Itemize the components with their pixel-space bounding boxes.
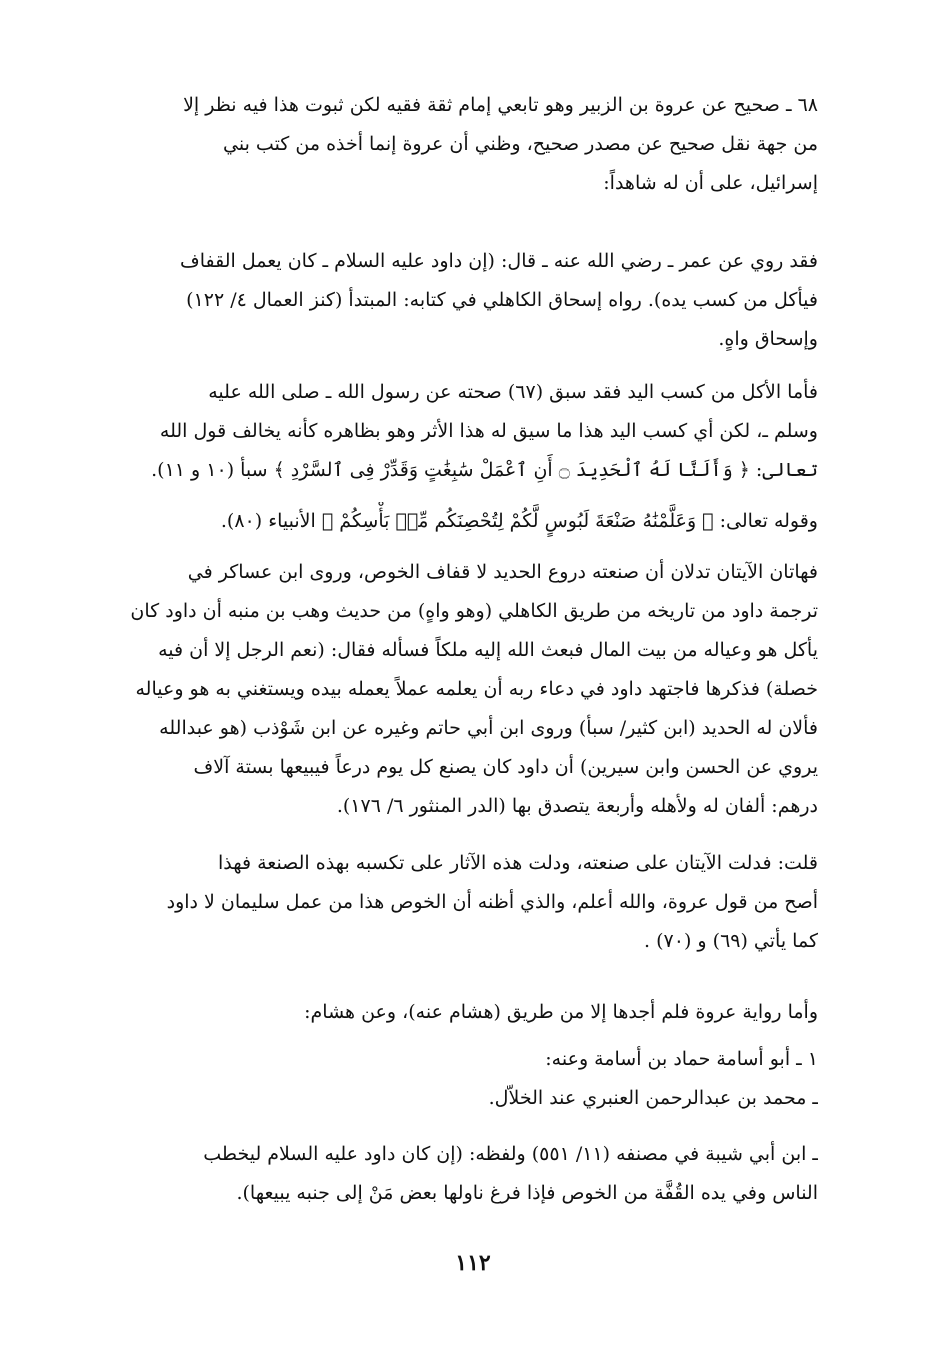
paragraph-umar-narration — [128, 242, 818, 359]
text-line: يروي عن الحسن وابن سيرين) أن داود كان يصنع كل يوم درعاً فيبيعها بستة آلاف — [193, 756, 818, 778]
text-line: من جهة نقل صحيح عن مصدر صحيح، وظني أن عروة إنما أخذه من كتب بني — [223, 133, 818, 155]
text-line: أصح من قول عروة، والله أعلم، والذي أظنه أن الخوص هذا من عمل سليمان لا داود — [166, 891, 818, 913]
text-line: ترجمة داود من تاريخه من طريق الكاهلي (وهو واهٍ) من حديث وهب بن منبه أن داود كان — [130, 600, 818, 622]
text-line: الناس وفي يده القُفَّة من الخوص فإذا فرغ ناولها بعض مَنْ إلى جنبه يبيعها). — [236, 1182, 818, 1204]
text-line: وقوله تعالى: ﴿ وَعَلَّمْنَٰهُ صَنْعَةَ لَبُوسٍ لَّكُمْ لِتُحْصِنَكُم مِّنۢ بَأْسِكُمْ ﴾ الأنبياء (٨٠). — [220, 510, 818, 532]
paragraph-ibn-abi-shayba — [128, 1135, 818, 1213]
text-line: قلت: فدلت الآيتان على صنعته، ودلت هذه الآثار على تكسبه بهذه الصنعة فهذا — [217, 852, 818, 874]
paragraph-two-verses — [128, 553, 818, 826]
text-line: فألان له الحديد (ابن كثير/ سبأ) وروى ابن أبي حاتم وغيره عن ابن شَوْذب (هو عبدالله — [159, 717, 818, 739]
text-line: تعالى: ﴿ وَأَلَنَّا لَهُ ٱلْحَدِيدَ ۝ أَنِ ٱعْمَلْ سَٰبِغَٰتٍ وَقَدِّرْ فِى ٱلسَّرْدِ ﴾ سبأ (١٠ و ١١). — [151, 459, 818, 481]
text-line: فقد روي عن عمر ـ رضي الله عنه ـ قال: (إن داود عليه السلام ـ كان يعمل القفاف — [180, 250, 818, 272]
text-line: ١ ـ أبو أسامة حماد بن أسامة وعنه: — [545, 1048, 818, 1070]
paragraph-qultu — [128, 844, 818, 961]
paragraph-68-intro — [128, 86, 818, 203]
text-line: يأكل هو وعياله من بيت المال فبعث الله إليه ملكاً فسأله فقال: (نعم الرجل إلا أن فيه — [158, 639, 818, 661]
text-line: فيأكل من كسب يده). رواه إسحاق الكاهلي في كتابه: المبتدأ (كنز العمال ٤/ ١٢٢) — [186, 289, 818, 311]
text-line: درهم: ألفان له ولأهله وأربعة يتصدق بها (الدر المنثور ٦/ ١٧٦). — [336, 795, 818, 817]
text-line: إسرائيل، على أن له شاهداً: — [603, 172, 818, 194]
paragraph-chain-list — [398, 1040, 818, 1118]
text-line: كما يأتي (٦٩) و (٧٠) . — [644, 930, 818, 952]
text-line: وأما رواية عروة فلم أجدها إلا من طريق (هشام عنه)، وعن هشام: — [304, 1001, 818, 1023]
paragraph-earning-by-hand — [128, 373, 818, 490]
text-line: ـ محمد بن عبدالرحمن العنبري عند الخلاّل. — [488, 1087, 818, 1109]
text-line: وسلم ـ، لكن أي كسب اليد هذا ما سيق له هذا الأثر وهو بظاهره كأنه يخالف قول الله — [159, 420, 818, 442]
paragraph-urwa-narration — [128, 993, 818, 1032]
text-line: خصلة) فذكرها فاجتهد داود في دعاء ربه أن يعلمه عملاً يعمله بيده ويستغني به هو وعياله — [135, 678, 818, 700]
text-line: وإسحاق واهٍ. — [718, 328, 818, 350]
text-line: فهاتان الآيتان تدلان أن صنعته دروع الحديد لا قفاف الخوص، وروى ابن عساكر في — [187, 561, 818, 583]
paragraph-anbiya-verse — [128, 502, 818, 541]
text-line: ـ ابن أبي شيبة في مصنفه (١١/ ٥٥١) ولفظه: (إن كان داود عليه السلام ليخطب — [203, 1143, 818, 1165]
page-number: ١١٢ — [455, 1250, 491, 1276]
text-line: ٦٨ ـ صحيح عن عروة بن الزبير وهو تابعي إمام ثقة فقيه لكن ثبوت هذا فيه نظر إلا — [183, 94, 818, 116]
text-line: فأما الأكل من كسب اليد فقد سبق (٦٧) صحته عن رسول الله ـ صلى الله عليه — [208, 381, 818, 403]
